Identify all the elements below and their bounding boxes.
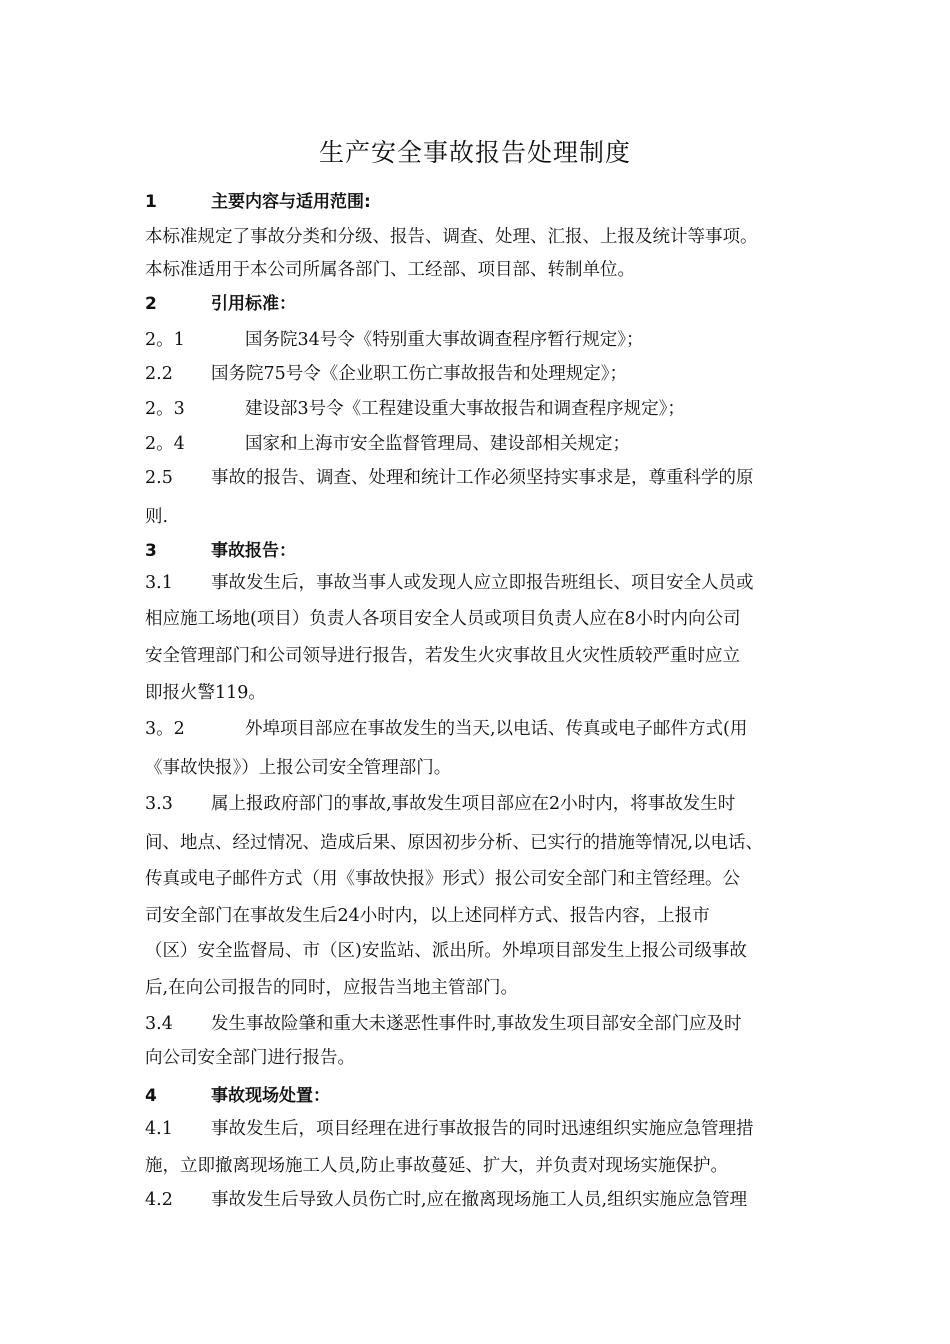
clause-number: 2。3 — [145, 399, 185, 419]
clause-number: 3.1 — [145, 573, 173, 593]
text-line — [145, 681, 825, 705]
text-line — [145, 1117, 825, 1141]
body-text: 向公司安全部门进行报告。 — [145, 1048, 355, 1068]
clause-number: 4.1 — [145, 1119, 173, 1139]
body-text: 间、地点、经过情况、造成后果、原因初步分析、已实行的措施等情况,以电话、 — [145, 833, 764, 853]
text-line — [145, 432, 825, 456]
text-line — [145, 258, 825, 282]
text-line — [145, 225, 825, 249]
section-heading — [145, 292, 825, 316]
clause-number: 3.4 — [145, 1014, 173, 1034]
text-line — [145, 362, 825, 386]
body-text: 传真或电子邮件方式（用《事故快报》形式）报公司安全部门和主管经理。公 — [145, 869, 740, 889]
body-text: 外埠项目部应在事故发生的当天,以电话、传真或电子邮件方式(用 — [245, 719, 748, 739]
body-text: 本标准适用于本公司所属各部门、工经部、项目部、转制单位。 — [145, 260, 635, 280]
body-text: 后,在向公司报告的同时，应报告当地主管部门。 — [145, 978, 519, 998]
clause-number: 4 — [145, 1086, 157, 1106]
text-line — [145, 1188, 825, 1212]
body-text: 安全管理部门和公司领导进行报告，若发生火灾事故且火灾性质较严重时应立 — [145, 646, 740, 666]
body-text: 属上报政府部门的事故,事故发生项目部应在2小时内，将事故发生时 — [211, 794, 736, 814]
body-text: 国家和上海市安全监督管理局、建设部相关规定； — [245, 434, 630, 454]
body-text: 事故发生后，项目经理在进行事故报告的同时迅速组织实施应急管理措 — [211, 1119, 754, 1139]
clause-number: 3 — [145, 541, 157, 561]
body-text: 本标准规定了事故分类和分级、报告、调查、处理、汇报、上报及统计等事项。 — [145, 227, 758, 247]
body-text: 施，立即撤离现场施工人员,防止事故蔓延、扩大，并负责对现场实施保护。 — [145, 1156, 729, 1176]
text-line — [145, 505, 825, 529]
text-line — [145, 466, 825, 490]
heading-text: 事故现场处置： — [211, 1086, 330, 1106]
body-text: 国务院34号令《特别重大事故调查程序暂行规定》； — [245, 330, 644, 350]
text-line — [145, 867, 825, 891]
clause-number: 3.3 — [145, 794, 173, 814]
text-line — [145, 328, 825, 352]
text-line — [145, 976, 825, 1000]
body-text: 即报火警119。 — [145, 683, 266, 703]
body-text: 《事故快报》）上报公司安全管理部门。 — [145, 758, 452, 778]
text-line — [145, 607, 825, 631]
text-line — [145, 644, 825, 668]
body-text: 相应施工场地(项目）负责人各项目安全人员或项目负责人应在8小时内向公司 — [145, 609, 741, 629]
body-text: 事故发生后导致人员伤亡时,应在撤离现场施工人员,组织实施应急管理 — [211, 1190, 748, 1210]
text-line — [145, 831, 825, 855]
body-text: 国务院75号令《企业职工伤亡事故报告和处理规定》； — [211, 364, 628, 384]
text-line — [145, 939, 825, 963]
clause-number: 3。2 — [145, 719, 185, 739]
clause-number: 2。4 — [145, 434, 185, 454]
body-text: 事故的报告、调查、处理和统计工作必须坚持实事求是，尊重科学的原 — [211, 468, 754, 488]
text-line — [145, 571, 825, 595]
text-line — [145, 792, 825, 816]
clause-number: 2 — [145, 294, 157, 314]
clause-number: 2.5 — [145, 468, 173, 488]
section-heading — [145, 539, 825, 563]
document-title: 生产安全事故报告处理制度 — [318, 138, 631, 167]
section-heading — [145, 1084, 825, 1108]
heading-text: 事故报告： — [211, 541, 296, 561]
text-line — [145, 717, 825, 741]
clause-number: 2.2 — [145, 364, 173, 384]
text-line — [145, 397, 825, 421]
clause-number: 1 — [145, 192, 157, 212]
body-text: 事故发生后，事故当事人或发现人应立即报告班组长、项目安全人员或 — [211, 573, 754, 593]
body-text: 则. — [145, 507, 169, 527]
heading-text: 主要内容与适用范围: — [211, 192, 371, 212]
body-text: 司安全部门在事故发生后24小时内，以上述同样方式、报告内容，上报市 — [145, 906, 710, 926]
body-text: 建设部3号令《工程建设重大事故报告和调查程序规定》； — [245, 399, 685, 419]
text-line — [145, 904, 825, 928]
clause-number: 4.2 — [145, 1190, 173, 1210]
section-heading — [145, 190, 825, 214]
text-line — [145, 1154, 825, 1178]
body-text: （区）安全监督局、市（区)安监站、派出所。外埠项目部发生上报公司级事故 — [145, 941, 747, 961]
heading-text: 引用标准： — [211, 294, 296, 314]
text-line — [145, 1012, 825, 1036]
text-line — [145, 756, 825, 780]
body-text: 发生事故险肇和重大未遂恶性事件时,事故发生项目部安全部门应及时 — [211, 1014, 742, 1034]
clause-number: 2。1 — [145, 330, 185, 350]
text-line — [145, 1046, 825, 1070]
